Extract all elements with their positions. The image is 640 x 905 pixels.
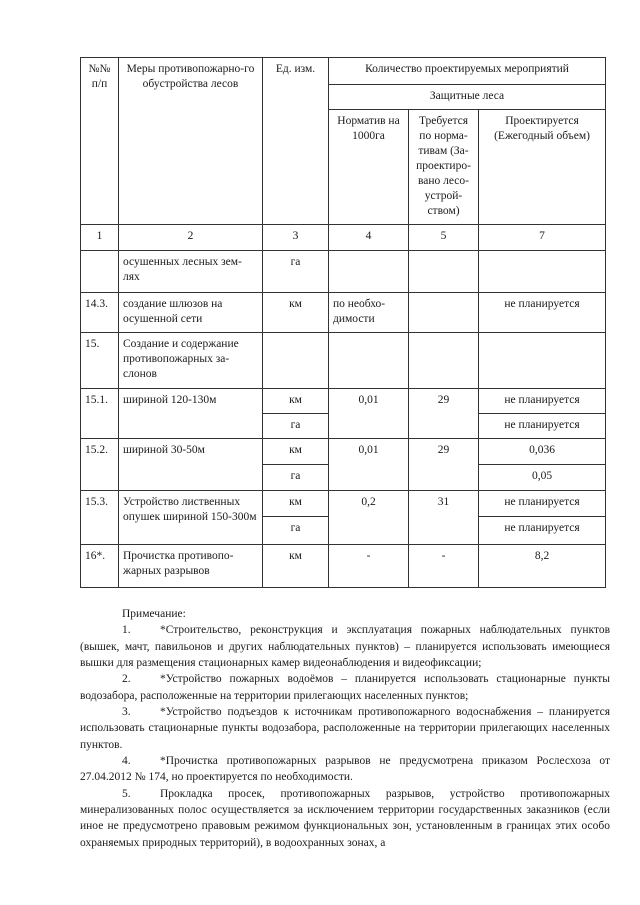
note-item	[80, 671, 610, 704]
row-norm: 0,2	[329, 491, 409, 545]
column-numbers-row	[81, 225, 606, 251]
header-num: №№ п/п	[81, 58, 119, 225]
row-measure: шириной 120-130м	[119, 389, 263, 439]
row-measure: Прочистка противопо-жарных разрывов	[119, 545, 263, 588]
note-text: *Строительство, реконструкция и эксплуатация пожарных наблюдательных пунктов (вышек, мачт, павильонов и других наблюдательных пунктов) – планируется использовать имеющиеся вышки для размещения стационарных камер видеонаблюдения и видеофиксации;	[80, 624, 610, 669]
row-unit: км	[263, 439, 329, 465]
table-row	[81, 545, 606, 588]
note-text: *Прочистка противопожарных разрывов не предусмотрена приказом Рослесхоза от 27.04.2012 № 174, но проектируется по необходимости.	[80, 754, 610, 784]
row-unit: га	[263, 251, 329, 293]
table-row	[81, 333, 606, 389]
row-planned: не планируется	[479, 389, 606, 414]
row-required: 29	[409, 389, 479, 439]
row-unit: км	[263, 293, 329, 333]
row-planned: 0,036	[479, 439, 606, 465]
row-unit: га	[263, 414, 329, 439]
header-unit: Ед. изм.	[263, 58, 329, 225]
fire-measures-table	[80, 57, 606, 588]
table-row	[81, 251, 606, 293]
row-measure: осушенных лесных зем-лях	[119, 251, 263, 293]
note-item	[80, 704, 610, 753]
row-planned: не планируется	[479, 517, 606, 545]
row-required: 29	[409, 439, 479, 491]
notes-title: Примечание:	[122, 608, 186, 620]
row-planned: не планируется	[479, 293, 606, 333]
header-planned: Проектируется (Ежегодный объем)	[479, 110, 606, 225]
header-protective-forests: Защитные леса	[329, 85, 606, 110]
row-num: 16*.	[81, 545, 119, 588]
note-number: 2.	[122, 673, 131, 686]
row-num: 14.3.	[81, 293, 119, 333]
note-number: 1.	[122, 624, 131, 637]
colnum-cell: 7	[479, 225, 606, 251]
row-unit: га	[263, 517, 329, 545]
note-item	[80, 622, 610, 671]
table-row	[81, 293, 606, 333]
header-quantity: Количество проектируемых мероприятий	[329, 58, 606, 85]
row-unit: км	[263, 491, 329, 517]
row-norm: по необхо-димости	[329, 293, 409, 333]
row-norm: -	[329, 545, 409, 588]
row-required: 31	[409, 491, 479, 545]
row-planned: 8,2	[479, 545, 606, 588]
row-norm: 0,01	[329, 439, 409, 491]
row-norm: 0,01	[329, 389, 409, 439]
notes-section	[80, 606, 610, 851]
row-planned: не планируется	[479, 491, 606, 517]
row-num: 15.3.	[81, 491, 119, 545]
row-measure: шириной 30-50м	[119, 439, 263, 491]
header-norm: Норматив на 1000га	[329, 110, 409, 225]
colnum-cell: 1	[81, 225, 119, 251]
note-item	[80, 753, 610, 786]
note-text: *Устройство подъездов к источникам противопожарного водоснабжения – планируется использовать стационарные пункты водозабора, расположенные на территории прилегающих населенных пунктов.	[80, 705, 610, 751]
table-row	[81, 389, 606, 414]
note-number: 5.	[122, 787, 131, 800]
header-required: Требуется по норма-тивам (За-проектиро-вано лесо-устрой-ством)	[409, 110, 479, 225]
colnum-cell: 2	[119, 225, 263, 251]
row-num: 15.	[81, 333, 119, 389]
row-num	[81, 251, 119, 293]
row-measure: создание шлюзов на осушенной сети	[119, 293, 263, 333]
row-unit: км	[263, 389, 329, 414]
note-number: 3.	[122, 705, 131, 718]
row-num: 15.1.	[81, 389, 119, 439]
header-measures: Меры противопожарно-го обустройства лесов	[119, 58, 263, 225]
row-num: 15.2.	[81, 439, 119, 491]
note-text: *Устройство пожарных водоёмов – планируется использовать стационарные пункты водозабора, расположенные на территории прилегающих населенных пунктов;	[80, 673, 610, 702]
row-measure: Создание и содержание противопожарных за-слонов	[119, 333, 263, 389]
row-planned: не планируется	[479, 414, 606, 439]
note-text: Прокладка просек, противопожарных разрывов, устройство противопожарных минерализованных полос осуществляется за исключением территории государственных заказников (если иное не предусмотрено правовым режимом функциональных зон, установленным в границах этих особо охраняемых природных территорий), в водоохранных зонах, а	[80, 787, 610, 849]
row-planned: 0,05	[479, 465, 606, 491]
note-item	[80, 786, 610, 851]
colnum-cell: 4	[329, 225, 409, 251]
row-measure: Устройство лиственных опушек шириной 150-300м	[119, 491, 263, 545]
colnum-cell: 5	[409, 225, 479, 251]
row-unit: км	[263, 545, 329, 588]
colnum-cell: 3	[263, 225, 329, 251]
table-row	[81, 491, 606, 517]
table-row	[81, 439, 606, 465]
note-number: 4.	[122, 754, 131, 767]
row-required: -	[409, 545, 479, 588]
row-unit: га	[263, 465, 329, 491]
